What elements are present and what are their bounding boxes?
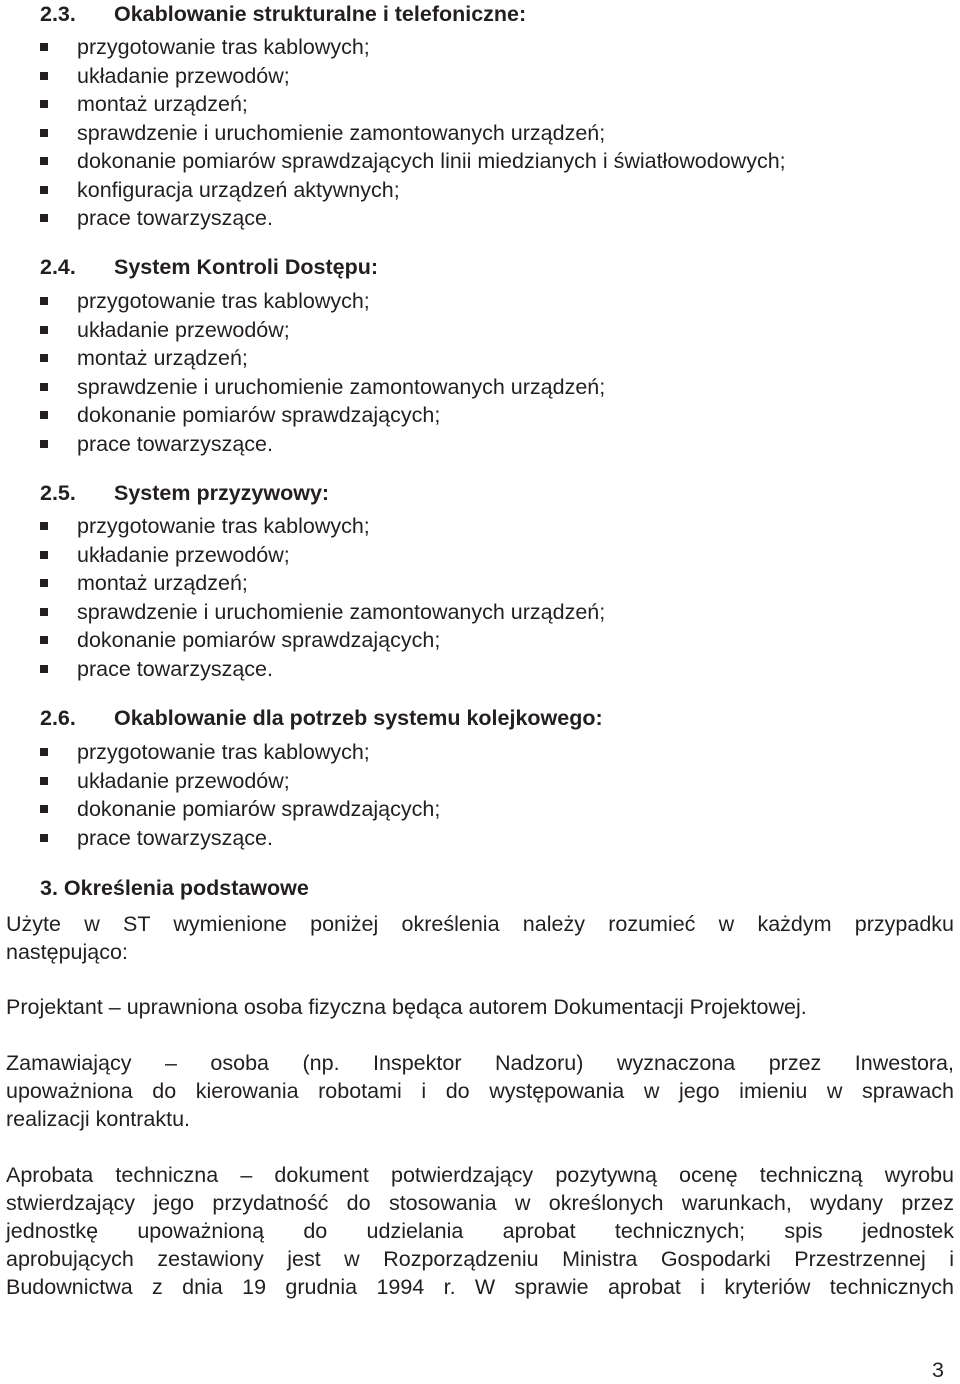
page-number: 3 — [932, 1358, 944, 1382]
paragraph-line: Aprobata techniczna – dokument potwierdzający pozytywną ocenę techniczną wyrobu — [6, 1163, 954, 1187]
square-bullet-icon — [40, 579, 48, 587]
square-bullet-icon — [40, 636, 48, 644]
section-number: 2.5. — [40, 481, 76, 505]
paragraph-line: upoważniona do kierowania robotami i do występowania w jego imieniu w sprawach — [6, 1079, 954, 1103]
paragraph-line: stwierdzający jego przydatność do stosowania w określonych warunkach, wydany przez — [6, 1191, 954, 1215]
paragraph-intro — [6, 910, 954, 966]
square-bullet-icon — [40, 100, 48, 108]
document-page: 2.3. Okablowanie strukturalne i telefoniczne: przygotowanie tras kablowych; układanie przewodów; montaż urządzeń; sprawdzenie i uruchomienie zamontowanych urządzeń; dokonanie pomiarów sprawdzających linii miedzianych i światłowodowych; konfiguracja urządzeń aktywnych; prace towarzyszące. 2.4. System Kontroli Dostępu: przygotowanie tras kablowych; układanie przewodów; montaż urządzeń; sprawdzenie i uruchomienie zamontowanych urządzeń; dokonanie pomiarów sprawdzających; prace towarzyszące. 2.5. System przyzywowy: przygotowanie tras kablowych; układanie przewodów; montaż urządzeń; sprawdzenie i uruchomienie zamontowanych urządzeń; dokonanie pomiarów sprawdzających; prace towarzyszące. 2.6. Okablowanie dla potrzeb systemu kolejkowego: przygotowanie tras kablowych; układanie przewodów; dokonanie pomiarów sprawdzających; prace towarzyszące. 3. Określenia podstawowe Użyte w ST wymienione poniżej określenia należy rozumieć w każdym przypadku następująco: Projektant – uprawniona osoba fizyczna będąca autorem Dokumentacji Projektowej. Zamawiający – osoba (np. Inspektor Nadzoru) wyznaczona przez Inwestora, upoważniona do kierowania robotami i do występowania w jego imieniu w sprawach realizacji kontraktu. Aprobata techniczna – dokument potwierdzający pozytywną ocenę techniczną wyrobu stwierdzający jego przydatność do stosowania w określonych warunkach, wydany przez jednostkę upoważnioną do udzielania aprobat technicznych; spis jednostek aprobujących zestawiony jest w Rozporządzeniu Ministra Gospodarki Przestrzennej i Budownictwa z dnia 19 grudnia 1994 r. W sprawie aprobat i kryteriów technicznych 3 — [6, 2, 954, 1382]
paragraph-zamawiajacy — [6, 1049, 954, 1133]
paragraph-line: realizacji kontraktu. — [6, 1107, 191, 1131]
square-bullet-icon — [40, 411, 48, 419]
paragraph-line: Budownictwa z dnia 19 grudnia 1994 r. W sprawie aprobat i kryteriów technicznych — [6, 1275, 954, 1299]
section-heading — [40, 255, 378, 280]
paragraph-line: jednostkę upoważnioną do udzielania aprobat technicznych; spis jednostek — [6, 1219, 954, 1243]
section-number: 2.6. — [40, 706, 76, 730]
square-bullet-icon — [40, 440, 48, 448]
square-bullet-icon — [40, 297, 48, 305]
definitions-heading: 3. Określenia podstawowe — [40, 876, 309, 900]
section-heading — [40, 481, 329, 506]
section-heading — [40, 2, 526, 27]
square-bullet-icon — [40, 777, 48, 785]
section-title: Okablowanie strukturalne i telefoniczne: — [114, 2, 527, 26]
square-bullet-icon — [40, 522, 48, 530]
section-title: System przyzywowy: — [114, 481, 330, 505]
square-bullet-icon — [40, 326, 48, 334]
square-bullet-icon — [40, 665, 48, 673]
paragraph-projektant — [6, 993, 954, 1021]
paragraph-line: aprobujących zestawiony jest w Rozporządzeniu Ministra Gospodarki Przestrzennej i — [6, 1247, 954, 1271]
square-bullet-icon — [40, 608, 48, 616]
paragraph-line: Zamawiający – osoba (np. Inspektor Nadzoru) wyznaczona przez Inwestora, — [6, 1051, 954, 1075]
paragraph-line: Użyte w ST wymienione poniżej określenia należy rozumieć w każdym przypadku — [6, 912, 954, 936]
square-bullet-icon — [40, 186, 48, 194]
section-title: Okablowanie dla potrzeb systemu kolejkowego: — [114, 706, 603, 730]
paragraph-aprobata — [6, 1161, 954, 1301]
section-title: System Kontroli Dostępu: — [114, 255, 378, 279]
square-bullet-icon — [40, 551, 48, 559]
square-bullet-icon — [40, 129, 48, 137]
square-bullet-icon — [40, 214, 48, 222]
paragraph-line: Projektant – uprawniona osoba fizyczna będąca autorem Dokumentacji Projektowej. — [6, 995, 807, 1019]
square-bullet-icon — [40, 748, 48, 756]
section-heading — [40, 706, 603, 731]
section-number: 2.4. — [40, 255, 76, 279]
square-bullet-icon — [40, 43, 48, 51]
square-bullet-icon — [40, 354, 48, 362]
paragraph-line: następująco: — [6, 940, 128, 964]
square-bullet-icon — [40, 834, 48, 842]
square-bullet-icon — [40, 157, 48, 165]
square-bullet-icon — [40, 383, 48, 391]
section-number: 2.3. — [40, 2, 76, 26]
square-bullet-icon — [40, 805, 48, 813]
square-bullet-icon — [40, 72, 48, 80]
